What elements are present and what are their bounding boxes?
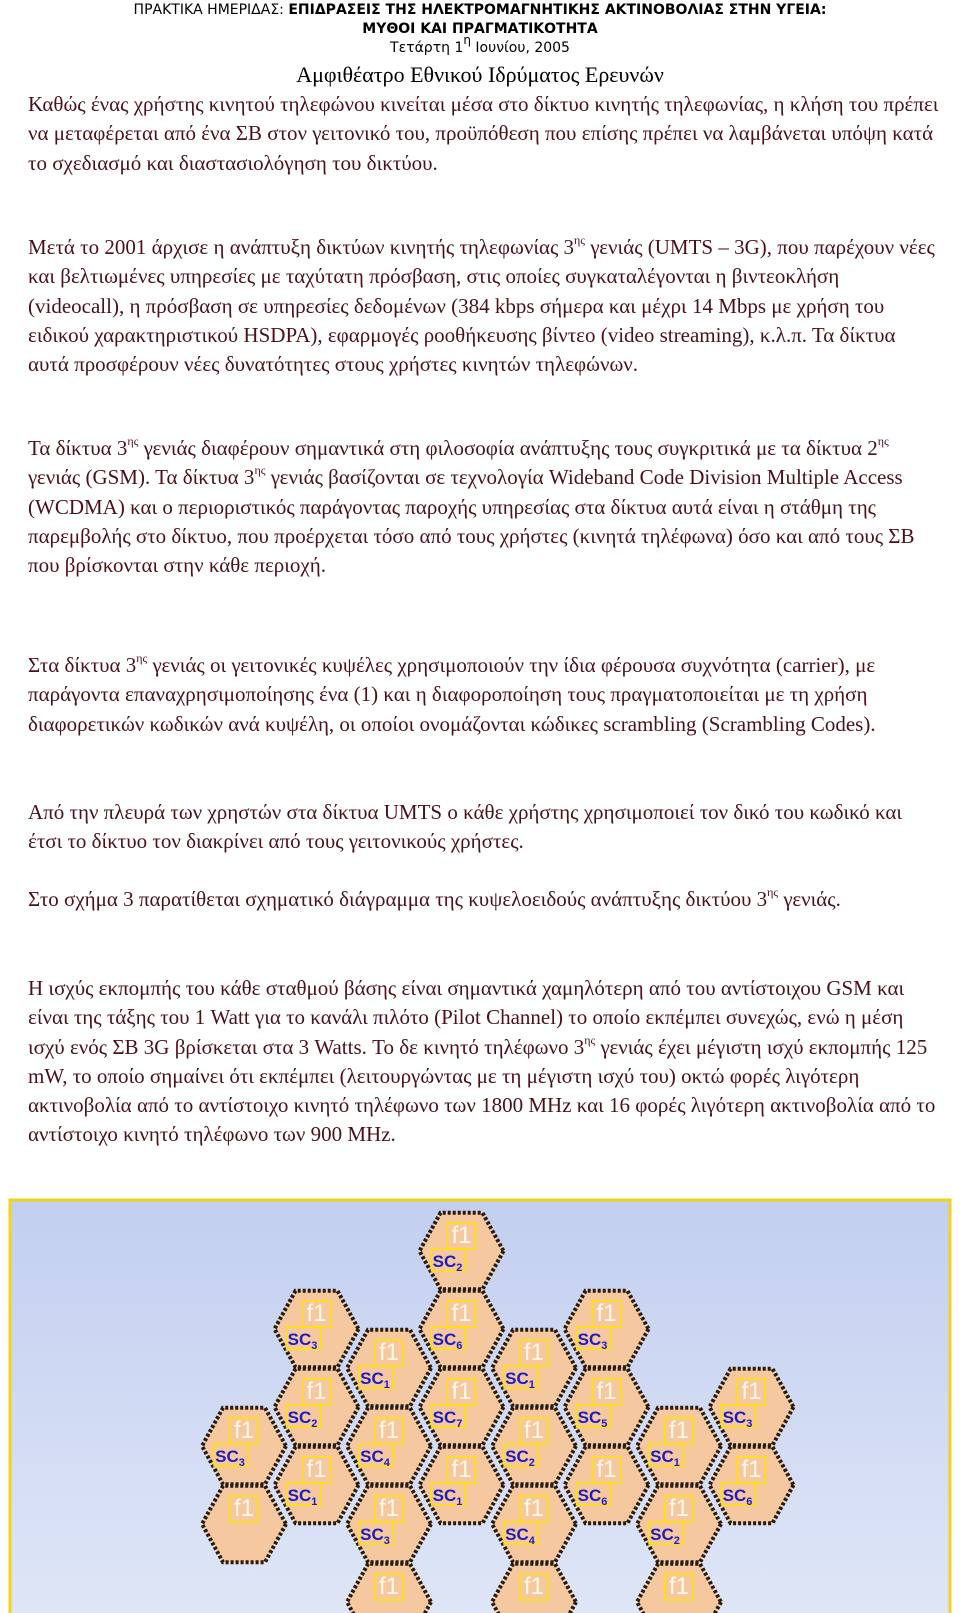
cell-scrambling-code-label: $SC_4$ [360,1447,390,1469]
cell-frequency-label: f1 [741,1378,762,1405]
cell-frequency-label: f1 [523,1495,545,1522]
cell-scrambling-code-label: $SC_2$ [432,1252,463,1274]
proceedings-subject: ΕΠΙΔΡΑΣΕΙΣ ΤΗΣ ΗΛΕΚΤΡΟΜΑΓΝΗΤΙΚΗΣ ΑΚΤΙΝΟΒΟΛΙΑΣ ΣΤΗΝ ΥΓΕΙΑ: [288,2,827,18]
cell-scrambling-code-label: $SC_7$ [432,1408,463,1430]
cell-frequency-label: f1 [306,1378,327,1405]
paragraph-text: Μετά το 2001 άρχισε η ανάπτυξη δικτύων κινητής τηλεφωνίας 3 [28,235,575,259]
ordinal-superscript: ης [574,233,586,247]
cell-scrambling-code-label: $SC_1$ [287,1486,318,1508]
cell-frequency-label: f1 [233,1495,255,1522]
cell-scrambling-code-label: $SC_1$ [505,1369,535,1391]
cell-frequency-label: f1 [451,1456,472,1483]
event-venue: Αμφιθέατρο Εθνικού Ιδρύματος Ερευνών [296,62,664,87]
ordinal-superscript: ης [254,463,266,478]
paragraph-text: γενιάς οι γειτονικές κυψέλες χρησιμοποιούν την ίδια φέρουσα συχνότητα (carrier), με παράγοντα επαναχρησιμοποίησης ένα (1) και η διαφοροποίηση τους πραγματοποιείται με τη χρήση διαφορετικών κωδικών ανά κυψέλη, οι οποίοι ονομάζονται κώδικες scrambling (Scrambling Codes). [28,653,876,736]
cell-frequency-label: f1 [596,1456,617,1483]
paragraph-umts-intro [28,233,940,379]
cellular-network-diagram [8,1198,952,1613]
cell-frequency-label: f1 [451,1378,472,1405]
paragraph-text: γενιάς (UMTS – 3G), που παρέχουν νέες και βελτιωμένες υπηρεσίες με ταχύτατη πρόσβαση, στις οποίες συγκαταλέγονται η βιντεοκλήση (videocall), η πρόσβαση σε υπηρεσίες δεδομένων (384 kbps σήμερα και μέχρι 14 Mbps με χρήση του ειδικού χαρακτηριστικού HSDPA), εφαρμογές ροοθήκευσης βίντεο (video streaming), κ.λ.π. Τα δίκτυα αυτά προσφέρουν νέες δυνατότητες στους χρήστες κινητών τηλεφώνων. [28,235,935,377]
cell-frequency-label: f1 [523,1417,545,1444]
cell-scrambling-code-label: $SC_5$ [577,1408,608,1430]
cell-scrambling-code-label: $SC_6$ [722,1486,753,1508]
cell-frequency-label: f1 [378,1339,400,1366]
cell-frequency-label: f1 [668,1417,690,1444]
cell-scrambling-code-label: $SC_6$ [432,1330,463,1352]
paragraph-text: γενιάς βασίζονται σε τεχνολογία Wideband Code Division Multiple Access (WCDMA) και ο περιοριστικός παράγοντας παροχής υπηρεσίας στα δίκτυα αυτά είναι η στάθμη της παρεμβολής στο δίκτυο, που προέρχεται τόσο από τους χρήστες (κινητά τηλέφωνα) όσο και από τους ΣΒ που βρίσκονται στην κάθε περιοχή. [28,465,915,578]
cell-frequency-label: f1 [378,1495,400,1522]
paragraph-text: Στα δίκτυα 3 [28,653,137,677]
cell-frequency-label: f1 [306,1456,327,1483]
ordinal-superscript: ης [136,651,148,665]
cell-scrambling-code-label: $SC_4$ [505,1525,535,1547]
paragraph-handover: Καθώς ένας χρήστης κινητού τηλεφώνου κινείται μέσα στο δίκτυο κινητής τηλεφωνίας, η κλήση του πρέπει να μεταφέρεται από ένα ΣΒ στον γειτονικό του, προϋπόθεση που επίσης πρέπει να λαμβάνεται υπόψη κατά το σχεδιασμό και διαστασιολόγηση του δικτύου. [28,92,939,175]
paragraph-3g-vs-2g [28,434,940,580]
cell-scrambling-code-label: $SC_1$ [650,1447,680,1469]
proceedings-prefix: ΠΡΑΚΤΙΚΑ ΗΜΕΡΙΔΑΣ: [133,2,289,18]
event-date-day: Τετάρτη 1 [390,40,464,56]
cell-frequency-label: f1 [233,1417,255,1444]
cell-frequency-label: f1 [596,1378,617,1405]
cell-frequency-label: f1 [668,1573,690,1600]
ordinal-superscript: ης [584,1032,596,1047]
cell-frequency-label: f1 [668,1495,690,1522]
cell-frequency-label: f1 [596,1300,617,1327]
proceedings-title [0,1,960,19]
paragraph-scrambling-codes [28,651,940,739]
cell-scrambling-code-label: $SC_1$ [432,1486,463,1508]
ordinal-superscript: ης [767,885,779,899]
paragraph-text: γενιάς. [778,887,841,911]
proceedings-subtitle: ΜΥΘΟΙ ΚΑΙ ΠΡΑΓΜΑΤΙΚΟΤΗΤΑ [362,21,598,37]
paragraph-figure-reference [28,885,940,914]
paragraph-text: γενιάς έχει μέγιστη ισχύ εκπομπής 125 mW, το οποίο σημαίνει ότι εκπέμπει (λειτουργώντας με τη μέγιστη ισχύ του) οκτώ φορές λιγότερη ακτινοβολία από το αντίστοιχο κινητό τηλέφωνο των 1800 MHz και 16 φορές λιγότερη ακτινοβολία από το αντίστοιχο κινητό τηλέφωνο των 900 MHz. [28,1034,936,1147]
cell-scrambling-code-label: $SC_2$ [505,1447,535,1469]
cell-frequency-label: f1 [523,1573,545,1600]
cell-scrambling-code-label: $SC_3$ [360,1525,390,1547]
cell-scrambling-code-label: $SC_2$ [287,1408,318,1430]
paragraph-transmit-power [28,974,940,1150]
cell-scrambling-code-label: $SC_3$ [287,1330,318,1352]
cell-scrambling-code-label: $SC_3$ [722,1408,753,1430]
cell-scrambling-code-label: $SC_6$ [577,1486,608,1508]
ordinal-superscript: ης [127,434,139,448]
cell-scrambling-code-label: $SC_2$ [650,1525,680,1547]
event-date-ordinal: η [463,33,471,48]
paragraph-text: Τα δίκτυα 3 [28,436,128,460]
cell-frequency-label: f1 [378,1417,400,1444]
paragraph-text: Στο σχήμα 3 παρατίθεται σχηματικό διάγραμμα της κυψελοειδούς ανάπτυξης δικτύου 3 [28,887,768,911]
cell-frequency-label: f1 [378,1573,400,1600]
cell-scrambling-code-label: $SC_3$ [215,1447,245,1469]
cell-frequency-label: f1 [306,1300,327,1327]
paragraph-text: Η ισχύς εκπομπής του κάθε σταθμού βάσης είναι σημαντικά χαμηλότερη από του αντίστοιχου GSM και είναι της τάξης του 1 Watt για το κανάλι πιλότο (Pilot Channel) το οποίο εκπέμπει συνεχώς, ενώ η μέση ισχύ ενός ΣΒ 3G βρίσκεται στα 3 Watts. Το δε κινητό τηλέφωνο 3 [28,976,905,1059]
cell-frequency-label: f1 [741,1456,762,1483]
event-date [0,33,960,57]
cell-frequency-label: f1 [523,1339,545,1366]
event-date-month: Ιουνίου, 2005 [470,40,570,56]
cell-scrambling-code-label: $SC_3$ [577,1330,608,1352]
paragraph-text: γενιάς (GSM). Τα δίκτυα 3 [28,465,255,490]
cell-frequency-label: f1 [451,1300,472,1327]
cell-frequency-label: f1 [451,1222,472,1249]
paragraph-user-codes: Από την πλευρά των χρηστών στα δίκτυα UMTS ο κάθε χρήστης χρησιμοποιεί τον δικό του κωδικό και έτσι το δίκτυο τον διακρίνει από τους γειτονικούς χρήστες. [28,800,903,854]
ordinal-superscript: ης [877,434,889,448]
paragraph-text: γενιάς διαφέρουν σημαντικά στη φιλοσοφία ανάπτυξης τους συγκριτικά με τα δίκτυα 2 [138,436,878,460]
cell-scrambling-code-label: $SC_1$ [360,1369,390,1391]
